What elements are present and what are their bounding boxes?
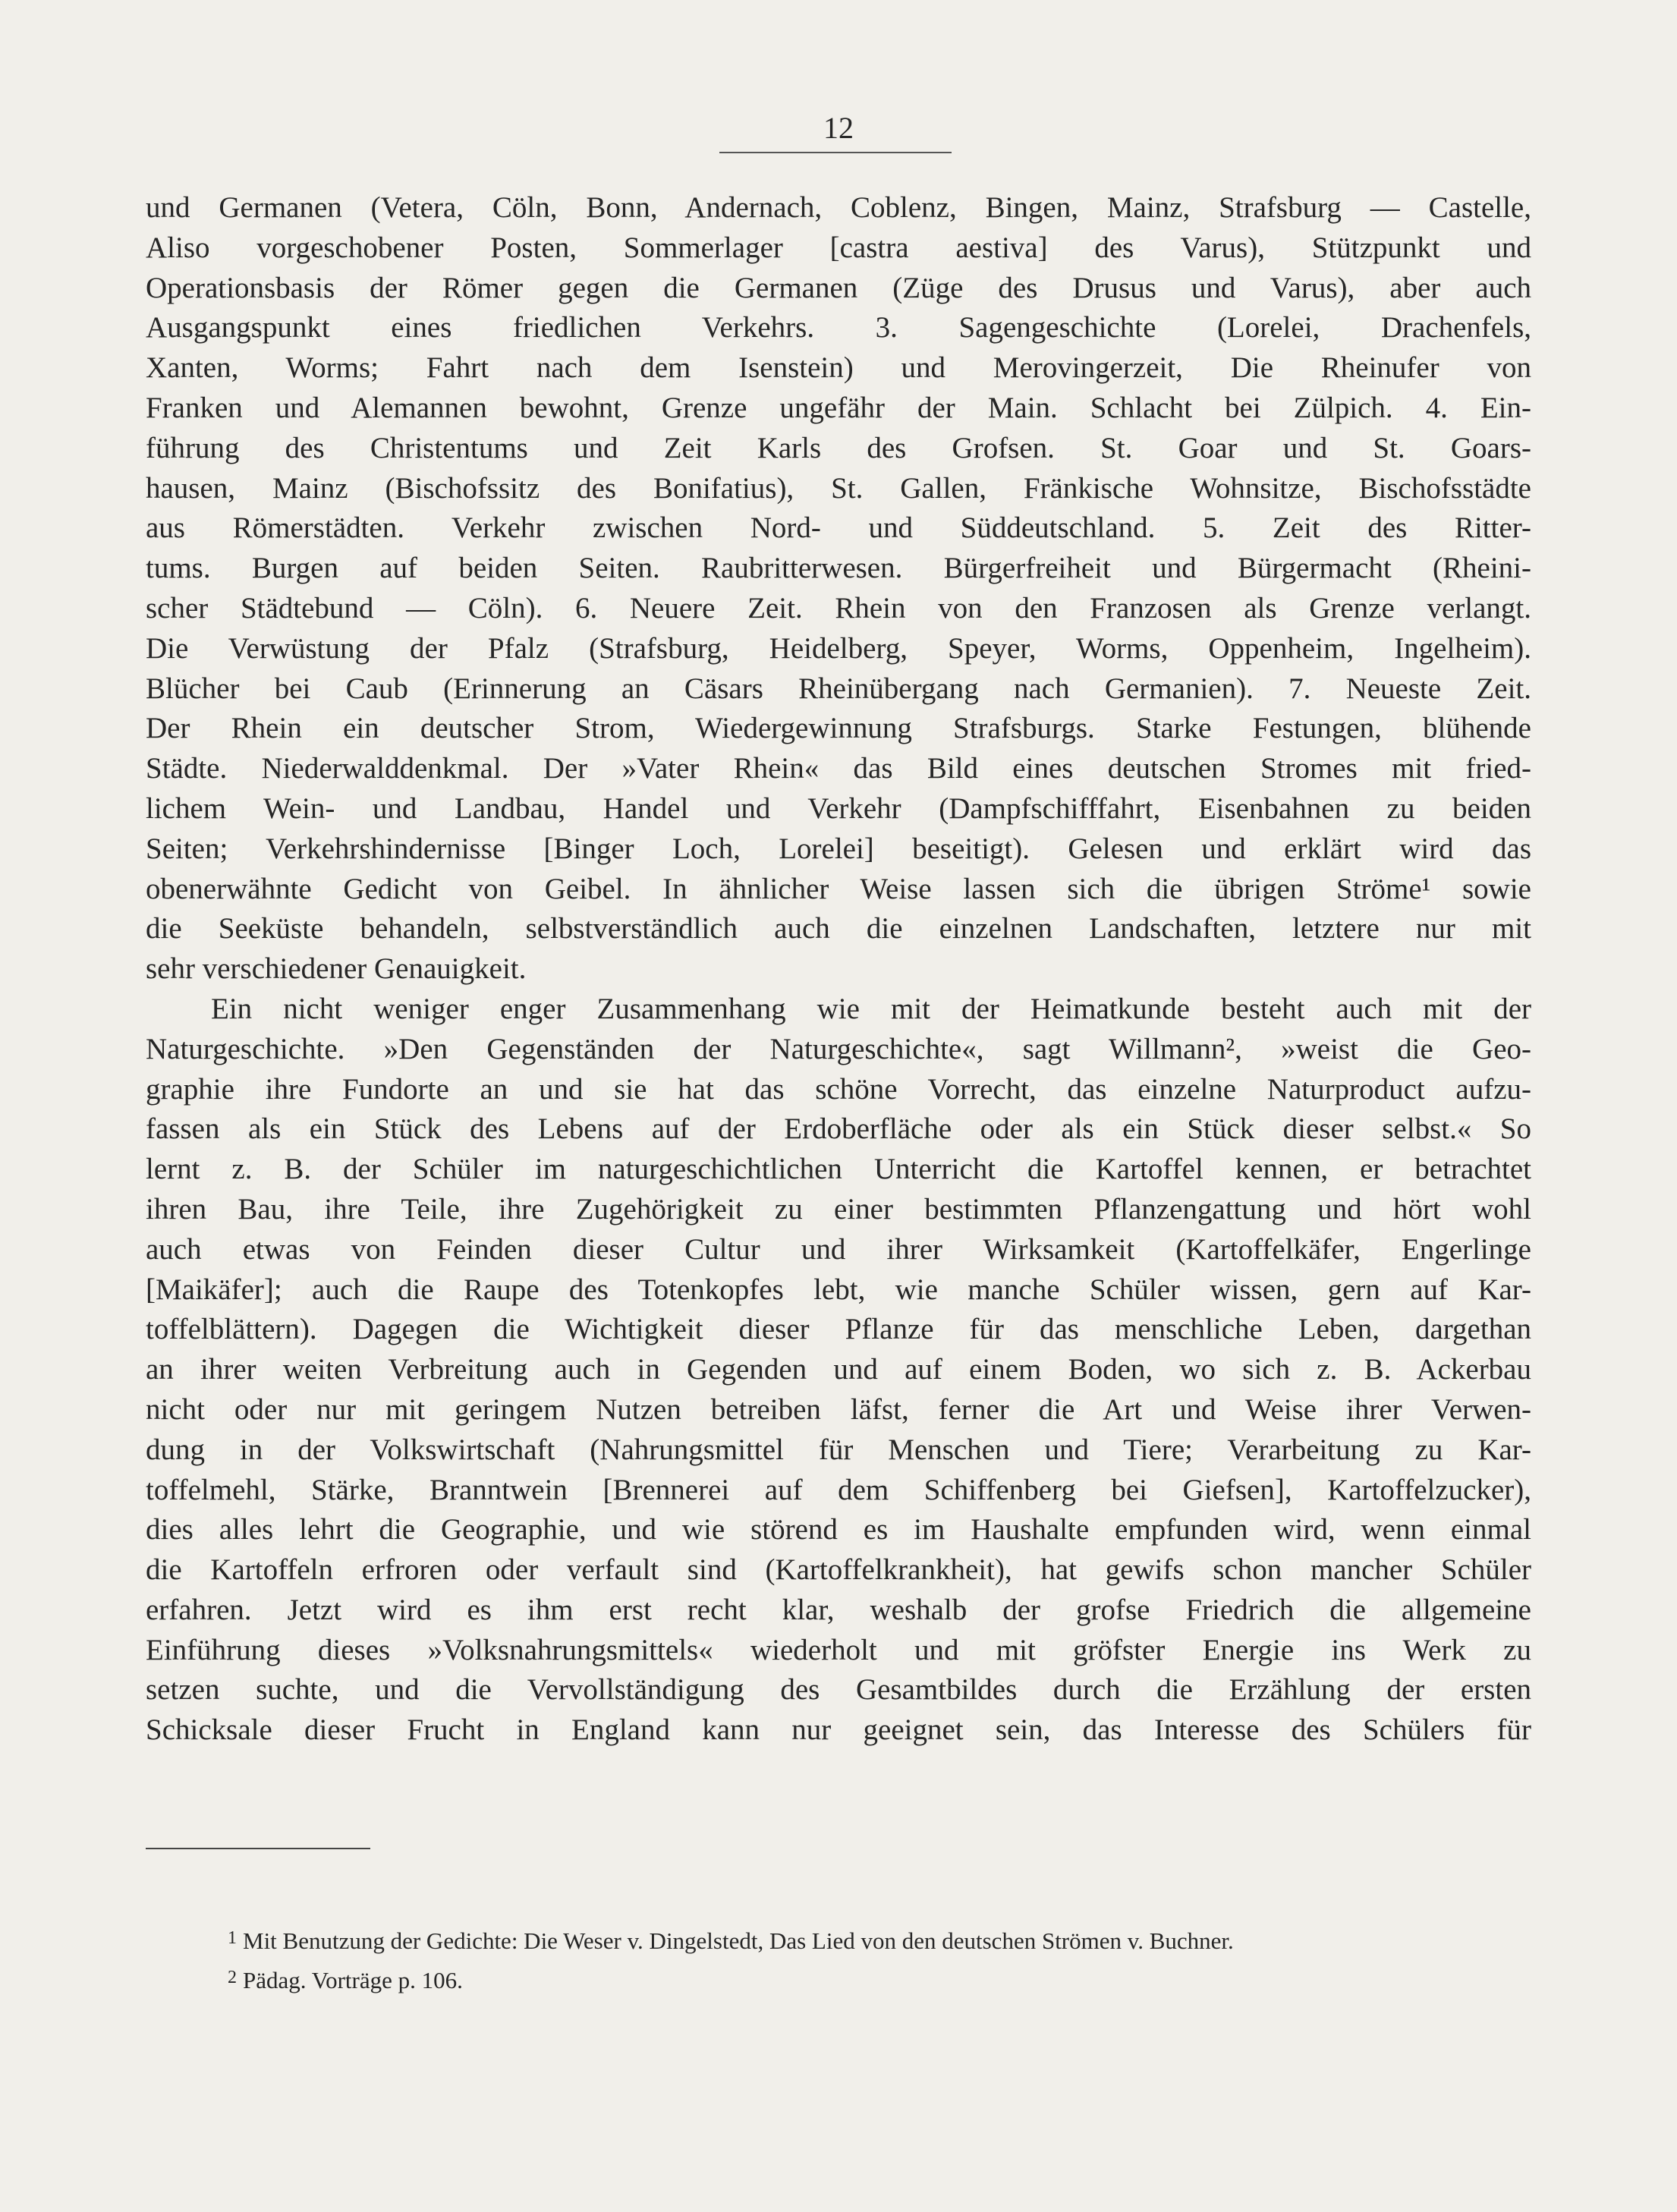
text-line: nicht oder nur mit geringem Nutzen betreiben läfst, ferner die Art und Weise ihrer Verwen- xyxy=(146,1392,1531,1426)
footnote-rule xyxy=(146,1848,370,1849)
text-line: auch etwas von Feinden dieser Cultur und ihrer Wirksamkeit (Kartoffelkäfer, Engerlinge xyxy=(146,1232,1531,1266)
text-line: an ihrer weiten Verbreitung auch in Gegenden und auf einem Boden, wo sich z. B. Ackerbau xyxy=(146,1353,1531,1386)
text-line: Operationsbasis der Römer gegen die Germanen (Züge des Drusus und Varus), aber auch xyxy=(146,271,1531,304)
text-line: Schicksale dieser Frucht in England kann nur geeignet sein, das Interesse des Schülers für xyxy=(146,1713,1531,1747)
text-line: führung des Christentums und Zeit Karls des Grofsen. St. Goar und St. Goars- xyxy=(146,431,1531,464)
text-line: Ein nicht weniger enger Zusammenhang wie mit der Heimatkunde besteht auch mit der xyxy=(211,992,1531,1025)
text-line: Seiten; Verkehrshindernisse [Binger Loch, Lorelei] beseitigt). Gelesen und erklärt wird das xyxy=(146,832,1531,865)
text-line: graphie ihre Fundorte an und sie hat das schöne Vorrecht, das einzelne Naturproduct aufzu- xyxy=(146,1072,1531,1106)
text-line: Xanten, Worms; Fahrt nach dem Isenstein) und Merovingerzeit, Die Rheinufer von xyxy=(146,351,1531,385)
text-line: tums. Burgen auf beiden Seiten. Raubritterwesen. Bürgerfreiheit und Bürgermacht (Rheini- xyxy=(146,552,1531,585)
paragraph-1 xyxy=(146,188,1531,990)
text-line: dies alles lehrt die Geographie, und wie störend es im Haushalte empfunden wird, wenn einmal xyxy=(146,1513,1531,1547)
text-line: Franken und Alemannen bewohnt, Grenze ungefähr der Main. Schlacht bei Zülpich. 4. Ein- xyxy=(146,391,1531,424)
footnotes xyxy=(146,1918,1531,1997)
text-line: hausen, Mainz (Bischofssitz des Bonifatius), St. Gallen, Fränkische Wohnsitze, Bischofsstädte xyxy=(146,471,1531,505)
footnote-2 xyxy=(146,1958,1531,1997)
text-line: Städte. Niederwalddenkmal. Der »Vater Rhein« das Bild eines deutschen Stromes mit fried- xyxy=(146,752,1531,785)
text-line: die Seeküste behandeln, selbstverständlich auch die einzelnen Landschaften, letztere nur mit xyxy=(146,912,1531,946)
text-line: und Germanen (Vetera, Cöln, Bonn, Andernach, Coblenz, Bingen, Mainz, Strafsburg — Castelle, xyxy=(146,191,1531,224)
header-rule xyxy=(719,152,952,153)
text-line: scher Städtebund — Cöln). 6. Neuere Zeit. Rhein von den Franzosen als Grenze verlangt. xyxy=(146,591,1531,625)
text-line: erfahren. Jetzt wird es ihm erst recht klar, weshalb der grofse Friedrich die allgemeine xyxy=(146,1593,1531,1626)
text-line: toffelmehl, Stärke, Branntwein [Brennerei auf dem Schiffenberg bei Giefsen], Kartoffelzucker), xyxy=(146,1473,1531,1506)
text-line: [Maikäfer]; auch die Raupe des Totenkopfes lebt, wie manche Schüler wissen, gern auf Kar- xyxy=(146,1273,1531,1306)
footnote-text: Pädag. Vorträge p. 106. xyxy=(243,1967,463,1993)
text-line: Einführung dieses »Volksnahrungsmittels« wiederholt und mit gröfster Energie ins Werk zu xyxy=(146,1633,1531,1666)
text-line: Aliso vorgeschobener Posten, Sommerlager [castra aestiva] des Varus), Stützpunkt und xyxy=(146,231,1531,264)
footnote-text: Mit Benutzung der Gedichte: Die Weser v. Dingelstedt, Das Lied von den deutschen Strömen v. Buchner. xyxy=(243,1927,1234,1954)
text-line: lichem Wein- und Landbau, Handel und Verkehr (Dampfschifffahrt, Eisenbahnen zu beiden xyxy=(146,791,1531,825)
text-line: sehr verschiedener Genauigkeit. xyxy=(146,952,527,986)
text-line: Blücher bei Caub (Erinnerung an Cäsars Rheinübergang nach Germanien). 7. Neueste Zeit. xyxy=(146,672,1531,705)
footnote-1 xyxy=(146,1918,1531,1958)
body-text xyxy=(146,188,1531,1751)
text-line: aus Römerstädten. Verkehr zwischen Nord- und Süddeutschland. 5. Zeit des Ritter- xyxy=(146,511,1531,545)
text-line: dung in der Volkswirtschaft (Nahrungsmittel für Menschen und Tiere; Verarbeitung zu Kar- xyxy=(146,1433,1531,1466)
text-line: Naturgeschichte. »Den Gegenständen der Naturgeschichte«, sagt Willmann², »weist die Geo- xyxy=(146,1032,1531,1065)
paragraph-2 xyxy=(146,990,1531,1751)
text-line: Ausgangspunkt eines friedlichen Verkehrs. 3. Sagengeschichte (Lorelei, Drachenfels, xyxy=(146,311,1531,345)
text-line: Die Verwüstung der Pfalz (Strafsburg, Heidelberg, Speyer, Worms, Oppenheim, Ingelheim). xyxy=(146,631,1531,665)
text-line: setzen suchte, und die Vervollständigung des Gesamtbildes durch die Erzählung der ersten xyxy=(146,1673,1531,1707)
page-number: 12 xyxy=(823,111,854,145)
text-line: obenerwähnte Gedicht von Geibel. In ähnlicher Weise lassen sich die übrigen Ströme¹ sowie xyxy=(146,872,1531,905)
text-line: toffelblättern). Dagegen die Wichtigkeit dieser Pflanze für das menschliche Leben, dargethan xyxy=(146,1313,1531,1346)
text-line: lernt z. B. der Schüler im naturgeschichtlichen Unterricht die Kartoffel kennen, er betrachtet xyxy=(146,1153,1531,1186)
footnote-number: 2 xyxy=(228,1968,237,1987)
text-line: fassen als ein Stück des Lebens auf der Erdoberfläche oder als ein Stück dieser selbst.« So xyxy=(146,1112,1531,1146)
footnote-number: 1 xyxy=(228,1928,237,1948)
text-line: ihren Bau, ihre Teile, ihre Zugehörigkeit zu einer bestimmten Pflanzengattung und hört wohl xyxy=(146,1192,1531,1226)
text-line: Der Rhein ein deutscher Strom, Wiedergewinnung Strafsburgs. Starke Festungen, blühende xyxy=(146,712,1531,745)
text-line: die Kartoffeln erfroren oder verfault sind (Kartoffelkrankheit), hat gewifs schon mancher Schüler xyxy=(146,1553,1531,1587)
